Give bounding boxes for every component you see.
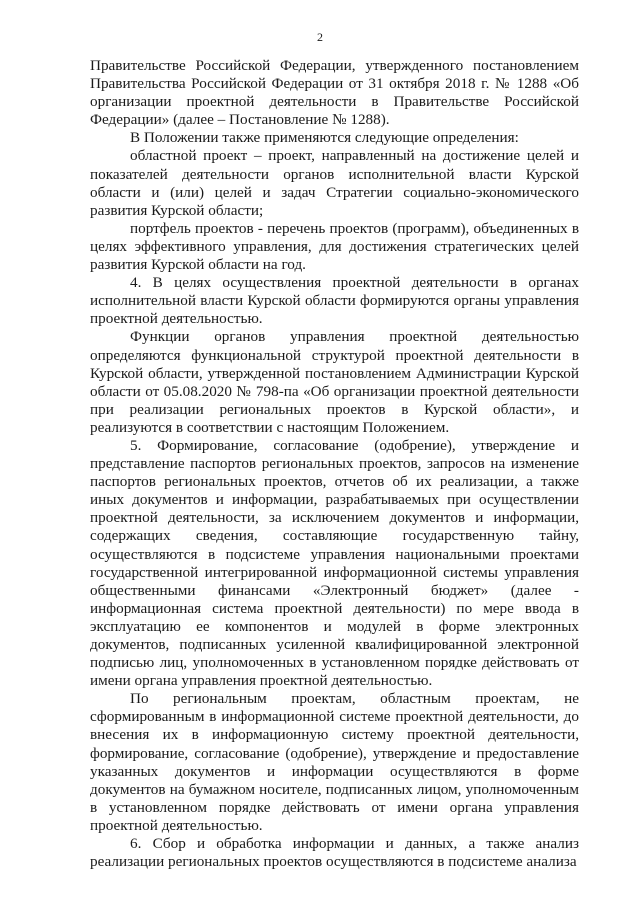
paragraph-regional-project-definition: областной проект – проект, направленный на достижение целей и показателей деятельности органов исполнительной власти Курской области и (или) целей и задач Стратегии социально-экономического развития Курской области; [90, 147, 579, 219]
paragraph-item-4: 4. В целях осуществления проектной деятельности в органах исполнительной власти Курской области формируются органы управления проектной деятельностью. [90, 274, 579, 328]
paragraph-definitions-intro: В Положении также применяются следующие определения: [130, 129, 519, 147]
paragraph-item-6: 6. Сбор и обработка информации и данных, а также анализ реализации региональных проектов осуществляются в подсистеме анализа [90, 835, 579, 871]
paragraph-functions: Функции органов управления проектной деятельностью определяются функциональной структурой проектной деятельности в Курской области, утвержденной постановлением Администрации Курской области от 05.08.2020 № 798-па «Об организации проектной деятельности при реализации региональных проектов в Курской области», и реализуются в соответствии с настоящим Положением. [90, 328, 579, 436]
page-number: 2 [317, 30, 323, 44]
paragraph-item-5: 5. Формирование, согласование (одобрение), утверждение и представление паспортов региональных проектов, запросов на изменение паспортов региональных проектов, отчетов об их реализации, а также иных документов и информации, разрабатываемых при осуществлении проектной деятельности, за исключением документов и информации, содержащих сведения, составляющие государственную тайну, осуществляются в подсистеме управления национальными проектами государственной интегрированной информационной системы управления общественными финансами «Электронный бюджет» (далее - информационная система проектной деятельности) по мере ввода в эксплуатацию ее компонентов и модулей в форме электронных документов, подписанных усиленной квалифицированной электронной подписью лиц, уполномоченных в установленном порядке действовать от имени органа управления проектной деятельностью. [90, 436, 579, 690]
paragraph-portfolio-definition: портфель проектов - перечень проектов (программ), объединенных в целях эффективного управления, для достижения стратегических целей развития Курской области на год. [90, 219, 579, 274]
paragraph-paper-documents: По региональным проектам, областным проектам, не сформированным в информационной системе проектной деятельности, до внесения их в информационную систему проектной деятельности, формирование, согласование (одобрение), утверждение и предоставление указанных документов и информации осуществляются в форме документов на бумажном носителе, подписанных лицом, уполномоченным в установленном порядке действовать от имени органа управления проектной деятельностью. [90, 690, 579, 834]
paragraph-continuation: Правительстве Российской Федерации, утвержденного постановлением Правительства Российской Федерации от 31 октября 2018 г. № 1288 «Об организации проектной деятельности в Правительстве Российской Федерации» (далее – Постановление № 1288). [90, 57, 579, 129]
document-body [90, 57, 579, 871]
